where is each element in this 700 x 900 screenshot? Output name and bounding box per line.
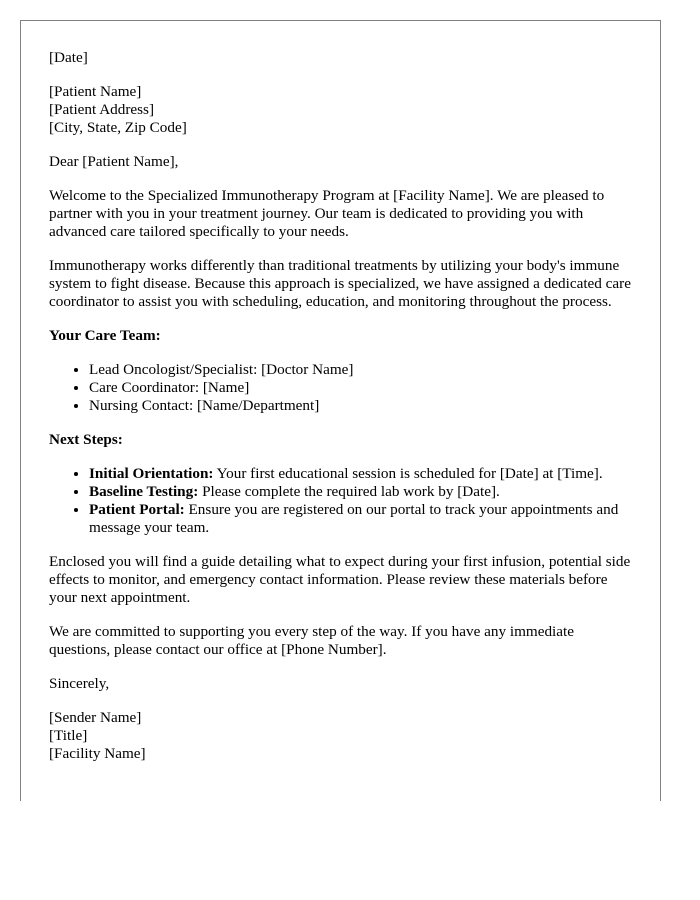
next-steps-list: [49, 465, 632, 537]
paragraph-immunotherapy: Immunotherapy works differently than traditional treatments by utilizing your body's immune system to fight disease. Because this approach is specialized, we have assigned a dedicated care coordinator to assist you with scheduling, education, and monitoring throughout the process.: [49, 257, 631, 310]
care-team-item: • Nursing Contact: [Name/Department]: [89, 397, 632, 415]
care-team-heading: Your Care Team:: [49, 327, 161, 344]
next-step-text: Ensure you are registered on our portal to track your appointments and message your team.: [89, 501, 619, 536]
next-step-text: Please complete the required lab work by [Date].: [198, 483, 500, 500]
care-team-item: • Lead Oncologist/Specialist: [Doctor Name]: [89, 361, 632, 379]
next-step-item: [89, 501, 632, 537]
sender-name: [Sender Name]: [49, 709, 142, 726]
next-step-text: Your first educational session is scheduled for [Date] at [Time].: [213, 465, 603, 482]
closing: Sincerely,: [49, 675, 110, 692]
paragraph-committed: We are committed to supporting you every step of the way. If you have any immediate questions, please contact our office at [Phone Number].: [49, 623, 574, 658]
next-steps-heading: Next Steps:: [49, 431, 123, 448]
care-team-item: • Care Coordinator: [Name]: [89, 379, 632, 397]
next-step-label: Initial Orientation:: [89, 465, 214, 482]
next-step-label: Patient Portal:: [89, 501, 185, 518]
sender-title: [Title]: [49, 727, 88, 744]
next-step-label: Baseline Testing:: [89, 483, 199, 500]
recipient-address-block: [49, 83, 632, 137]
next-step-item: [89, 483, 632, 501]
letter-date: [Date]: [49, 49, 88, 66]
paragraph-welcome: Welcome to the Specialized Immunotherapy Program at [Facility Name]. We are pleased to partner with you in your treatment journey. Our team is dedicated to providing you with advanced care tailored specifically to your needs.: [49, 187, 605, 240]
paragraph-enclosed: Enclosed you will find a guide detailing what to expect during your first infusion, potential side effects to monitor, and emergency contact information. Please review these materials before your next appointment.: [49, 553, 631, 606]
recipient-address: [Patient Address]: [49, 101, 155, 118]
recipient-city-state-zip: [City, State, Zip Code]: [49, 119, 187, 136]
salutation: Dear [Patient Name],: [49, 153, 179, 170]
sender-facility: [Facility Name]: [49, 745, 146, 762]
letter-page: [20, 20, 661, 801]
next-step-item: [89, 465, 632, 483]
signature-block: [49, 709, 632, 763]
care-team-list: [49, 361, 632, 415]
recipient-name: [Patient Name]: [49, 83, 142, 100]
